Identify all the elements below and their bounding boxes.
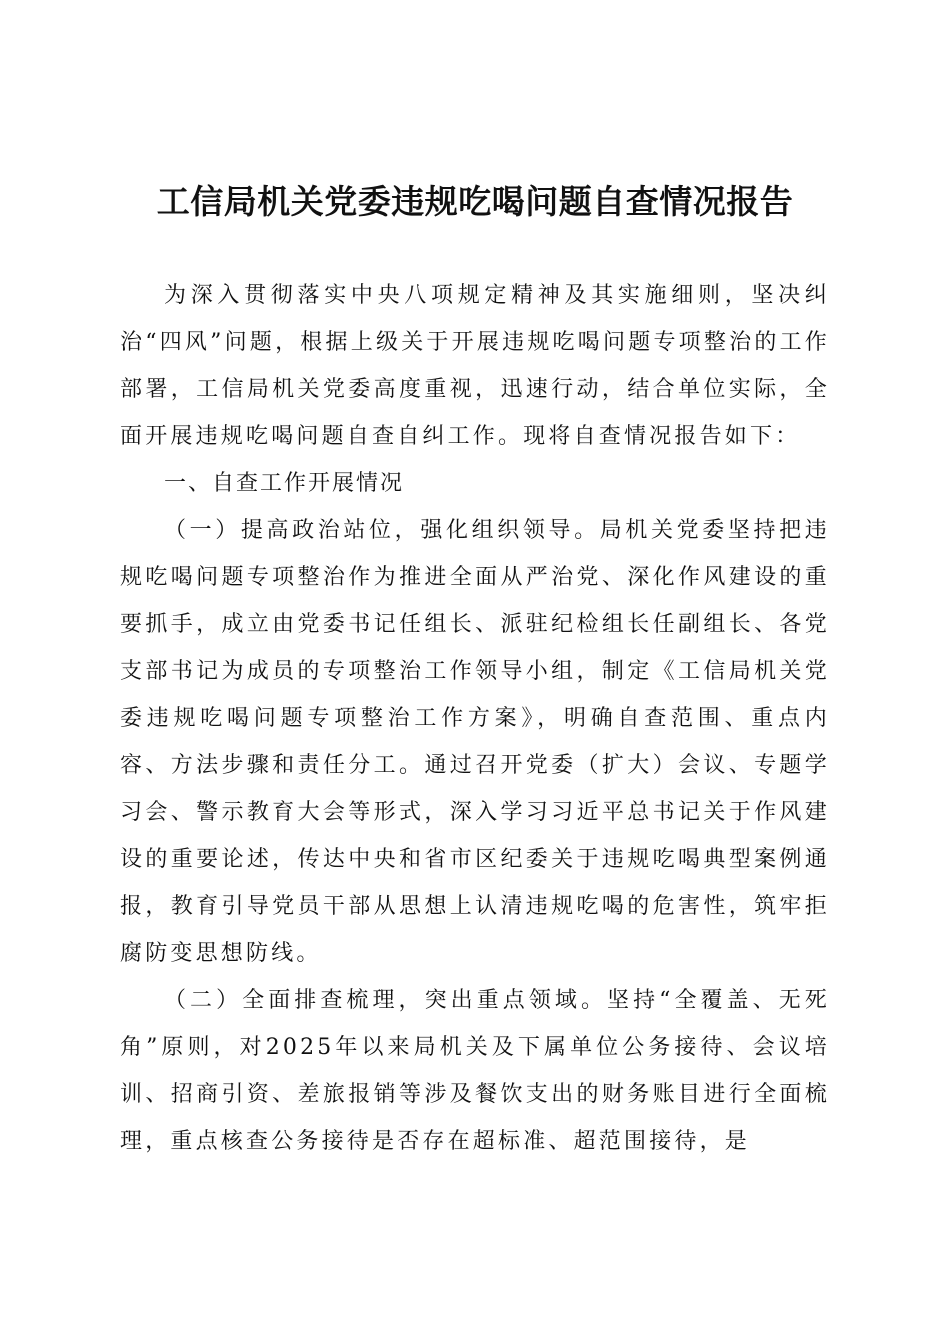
item-lead-1: （一）提高政治站位，强化组织领导。 xyxy=(164,518,600,543)
item-body-1: 局机关党委坚持把违规吃喝问题专项整治作为推进全面从严治党、深化作风建设的重要抓手，成立由党委书记任组长、派驻纪检组长任副组长、各党支部书记为成员的专项整治工作领导小组，制定《工信局机关党委违规吃喝问题专项整治工作方案》，明确自查范围、重点内容、方法步骤和责任分工。通过召开党委（扩大）会议、专题学习会、警示教育大会等形式，深入学习习近平总书记关于作风建设的重要论述，传达中央和省市区纪委关于违规吃喝典型案例通报，教育引导党员干部从思想上认清违规吃喝的危害性，筑牢拒腐防变思想防线。 xyxy=(120,518,830,966)
document-body xyxy=(120,272,830,1165)
item-lead-2: （二）全面排查梳理，突出重点领域。 xyxy=(164,988,608,1013)
document-title: 工信局机关党委违规吃喝问题自查情况报告 xyxy=(156,182,794,221)
intro-paragraph: 为深入贯彻落实中央八项规定精神及其实施细则，坚决纠治“四风”问题，根据上级关于开展违规吃喝问题专项整治的工作部署，工信局机关党委高度重视，迅速行动，结合单位实际，全面开展违规吃喝问题自查自纠工作。现将自查情况报告如下： xyxy=(120,283,830,449)
item-paragraph-1 xyxy=(120,507,830,977)
item-paragraph-2 xyxy=(120,977,830,1165)
section-heading: 一、自查工作开展情况 xyxy=(164,471,405,496)
item-body-2: 坚持“全覆盖、无死角”原则，对2025年以来局机关及下属单位公务接待、会议培训、招商引资、差旅报销等涉及餐饮支出的财务账目进行全面梳理，重点核查公务接待是否存在超标准、超范围接待，是 xyxy=(120,988,830,1154)
